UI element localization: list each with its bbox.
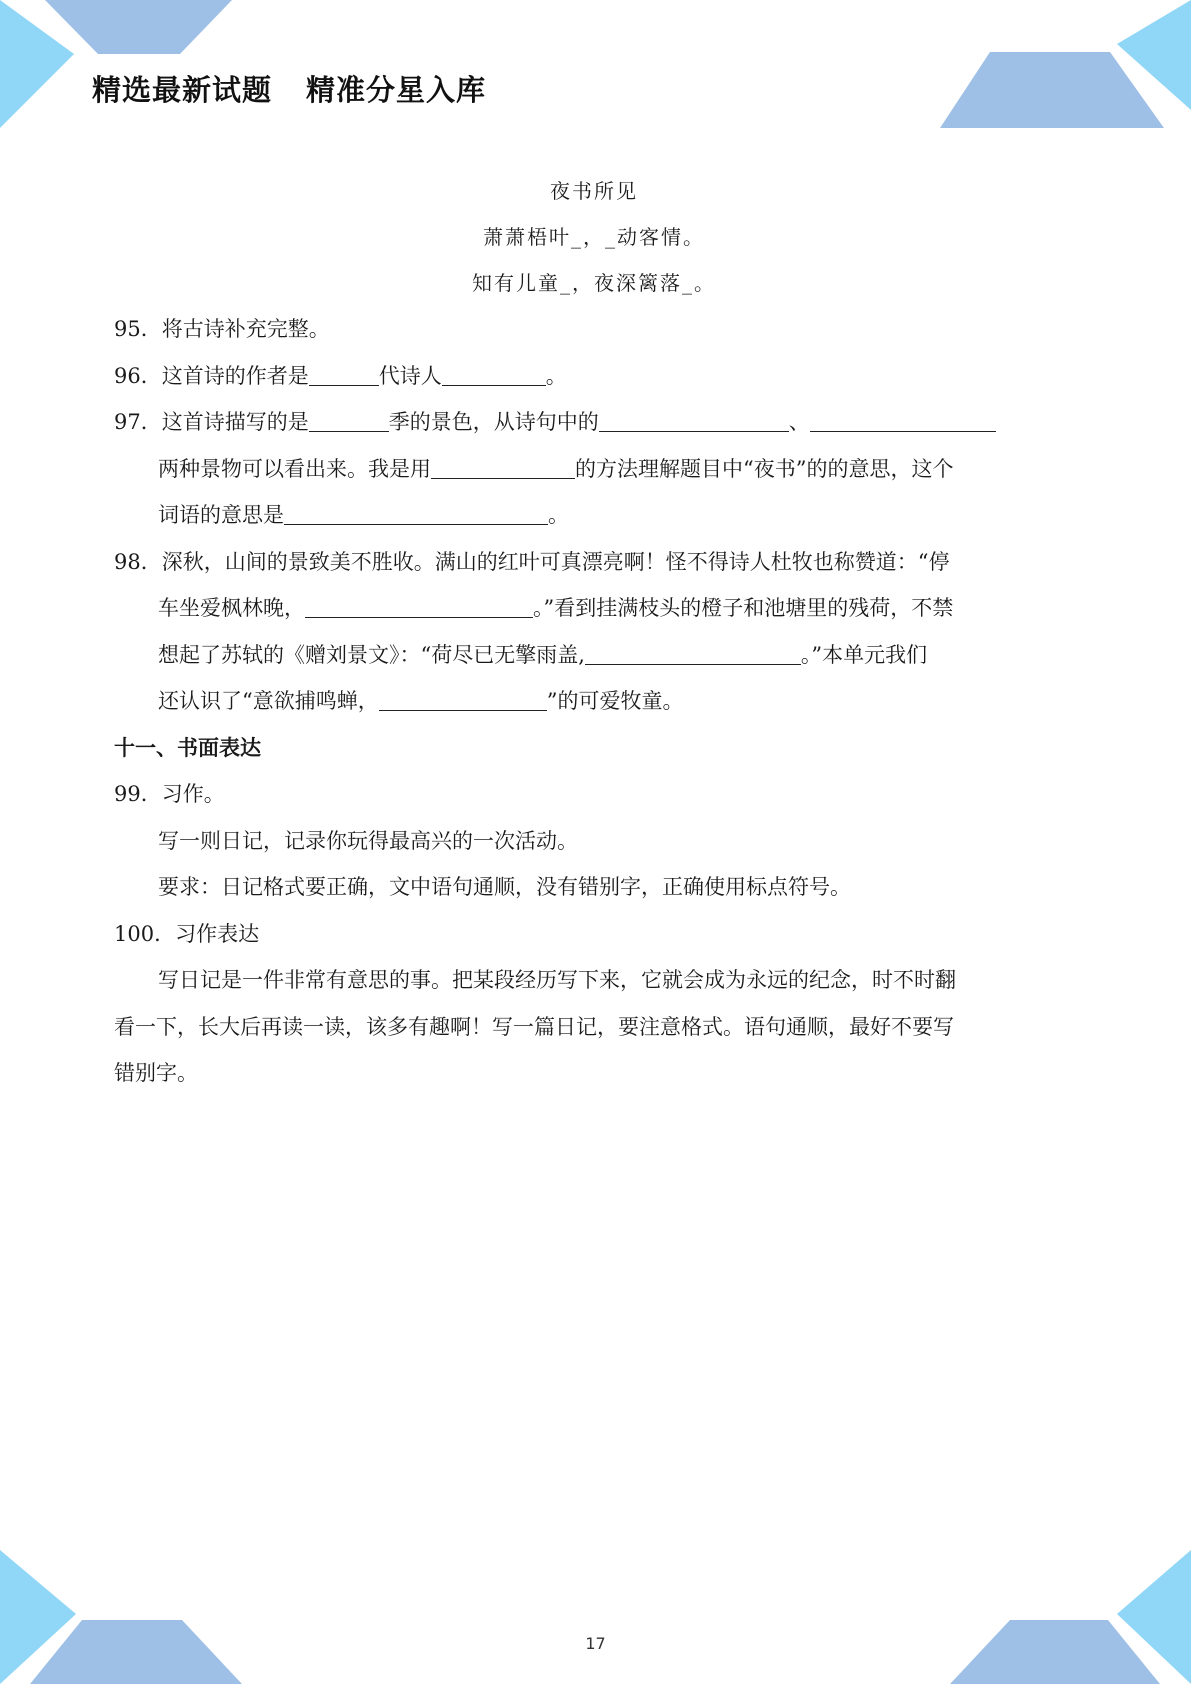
answer-blank[interactable] bbox=[309, 410, 389, 432]
question-text: ”的可爱牧童。 bbox=[546, 689, 684, 713]
document-body bbox=[114, 168, 1074, 1097]
question-98-line-4 bbox=[114, 678, 1074, 725]
question-text: 还认识了“意欲捕鸣蝉， bbox=[158, 689, 379, 713]
question-100-paragraph-line-2: 看一下，长大后再读一读，该多有趣啊！写一篇日记，要注意格式。语句通顺，最好不要写 bbox=[114, 1014, 954, 1039]
question-text: 将古诗补充完整。 bbox=[161, 317, 330, 341]
header-title-part2: 精准分星入库 bbox=[306, 73, 487, 107]
question-number: 99． bbox=[114, 782, 162, 806]
answer-blank[interactable] bbox=[585, 643, 801, 665]
answer-blank[interactable] bbox=[309, 364, 379, 386]
poem bbox=[114, 168, 1074, 306]
question-99-prompt: 写一则日记，记录你玩得最高兴的一次活动。 bbox=[158, 828, 578, 853]
answer-blank[interactable] bbox=[284, 503, 548, 525]
question-100-paragraph-line-1: 写日记是一件非常有意思的事。把某段经历写下来，它就会成为永远的纪念，时不时翻 bbox=[158, 968, 956, 992]
answer-blank[interactable] bbox=[305, 596, 533, 618]
question-number: 98． bbox=[114, 549, 162, 574]
question-text: 词语的意思是 bbox=[158, 503, 284, 527]
answer-blank[interactable] bbox=[431, 457, 575, 479]
question-97 bbox=[114, 399, 1074, 446]
answer-blank[interactable] bbox=[379, 689, 547, 711]
question-text: 深秋，山间的景致美不胜收。满山的红叶可真漂亮啊！怪不得诗人杜牧也称赞道：“停 bbox=[161, 549, 950, 574]
poem-title: 夜书所见 bbox=[550, 179, 638, 203]
question-97-line-2 bbox=[114, 446, 1074, 493]
question-text: 这首诗描写的是 bbox=[161, 410, 309, 434]
header-title bbox=[92, 68, 486, 109]
question-number: 95． bbox=[114, 317, 162, 341]
answer-blank[interactable] bbox=[442, 364, 546, 386]
header-title-part1: 精选最新试题 bbox=[92, 73, 273, 107]
question-text: 想起了苏轼的《赠刘景文》：“荷尽已无擎雨盖, bbox=[158, 642, 585, 667]
question-text: 代诗人 bbox=[378, 363, 442, 388]
question-99 bbox=[114, 771, 1074, 818]
question-number: 96． bbox=[114, 363, 162, 388]
answer-blank[interactable] bbox=[810, 410, 996, 432]
question-text: 、 bbox=[788, 410, 810, 434]
question-text: 车坐爱枫林晚， bbox=[158, 596, 305, 620]
question-text: 。”看到挂满枝头的橙子和池塘里的残荷，不禁 bbox=[533, 596, 954, 620]
page-number: 17 bbox=[585, 1634, 606, 1653]
question-text: 习作。 bbox=[161, 782, 225, 806]
question-number: 100． bbox=[114, 921, 176, 946]
poem-line-1: 萧萧梧叶_，_动客情。 bbox=[483, 225, 705, 249]
question-100-paragraph-line-3: 错别字。 bbox=[114, 1061, 198, 1085]
question-text: 季的景色，从诗句中的 bbox=[388, 410, 599, 434]
bottom-left-decoration bbox=[0, 1550, 242, 1684]
question-100 bbox=[114, 911, 1074, 958]
question-text: 。 bbox=[548, 503, 569, 527]
question-97-line-3 bbox=[114, 492, 1074, 539]
answer-blank[interactable] bbox=[599, 410, 789, 432]
question-98 bbox=[114, 539, 1074, 586]
question-text: 两种景物可以看出来。我是用 bbox=[158, 456, 431, 481]
top-right-decoration bbox=[940, 0, 1191, 128]
question-text: 。 bbox=[545, 363, 567, 388]
question-number: 97． bbox=[114, 410, 162, 434]
question-98-line-2 bbox=[114, 585, 1074, 632]
question-text: 习作表达 bbox=[175, 921, 260, 946]
question-text: 。”本单元我们 bbox=[800, 642, 928, 667]
question-text: 这首诗的作者是 bbox=[161, 363, 309, 388]
question-98-line-3 bbox=[114, 632, 1074, 679]
poem-line-2: 知有儿童_，夜深篱落_。 bbox=[472, 271, 716, 295]
bottom-right-decoration bbox=[950, 1550, 1191, 1684]
question-96 bbox=[114, 353, 1074, 400]
section-heading: 十一、书面表达 bbox=[114, 735, 261, 760]
question-95 bbox=[114, 306, 1074, 353]
question-99-requirements: 要求：日记格式要正确，文中语句通顺，没有错别字，正确使用标点符号。 bbox=[158, 875, 851, 899]
question-text: 的方法理解题目中“夜书”的的意思，这个 bbox=[575, 456, 954, 481]
